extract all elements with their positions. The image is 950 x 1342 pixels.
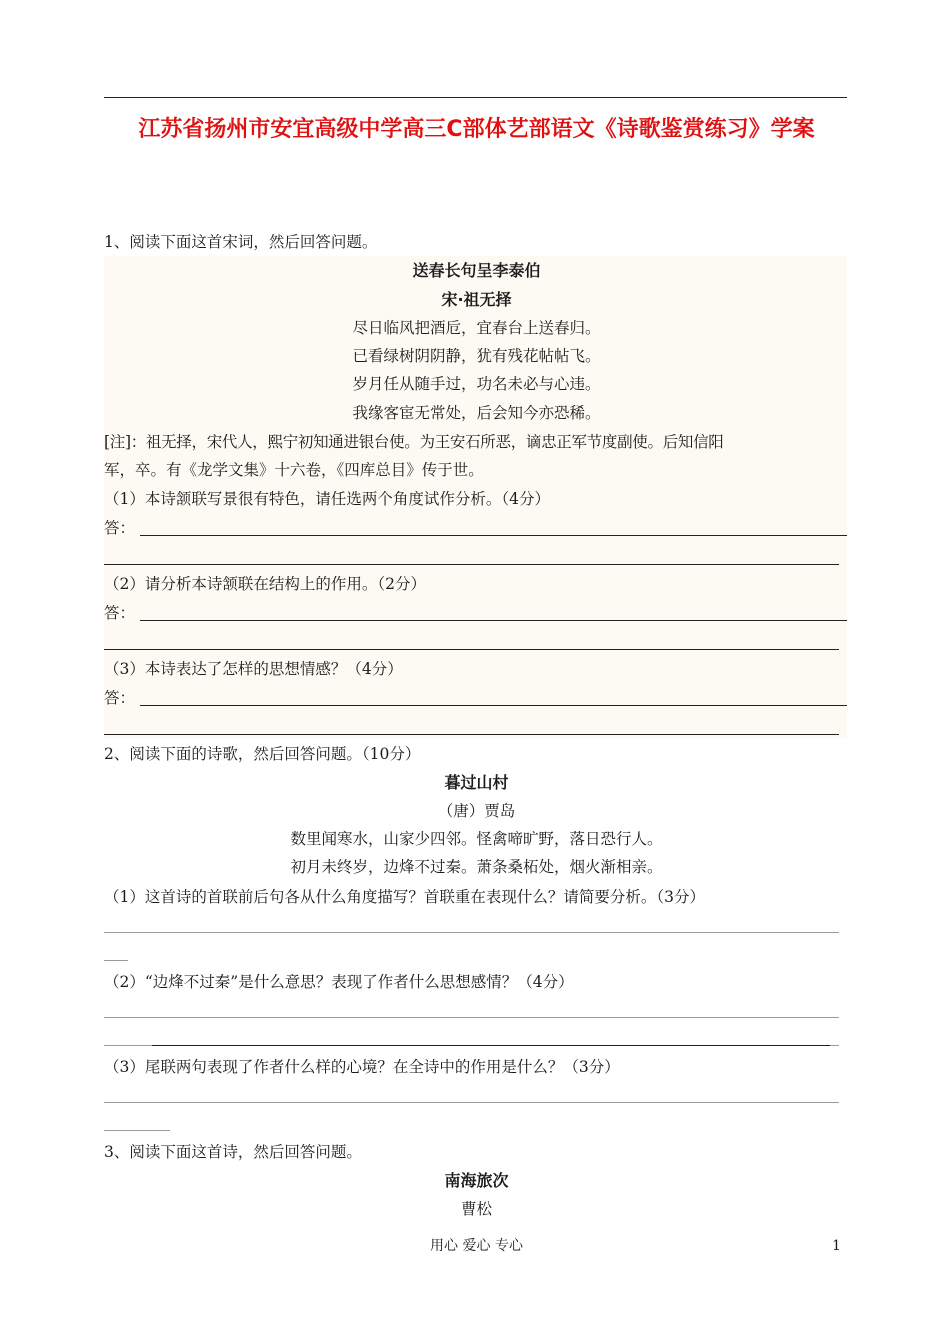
q2-subquestion-1: （1）这首诗的首联前后句各从什么角度描写？首联重在表现什么？请简要分析。（3分） [104, 888, 705, 906]
answer-line[interactable] [104, 1017, 839, 1018]
q1-note-line: [注]：祖无择，宋代人，熙宁初知通进银台使。为王安石所恶，谪忠正军节度副使。后知信阳 [104, 433, 724, 451]
answer-line[interactable] [140, 620, 847, 621]
q2-subquestion-3: （3）尾联两句表现了作者什么样的心境？在全诗中的作用是什么？（3分） [104, 1058, 620, 1076]
footer-motto: 用心 爱心 专心 [430, 1238, 523, 1254]
answer-line[interactable] [104, 1102, 839, 1103]
q1-subquestion-2: （2）请分析本诗颔联在结构上的作用。（2分） [104, 575, 426, 593]
q1-author: 宋·祖无择 [441, 290, 512, 309]
q1-poem-line: 已看绿树阴阴静，犹有残花帖帖飞。 [352, 347, 601, 365]
q2-poem-title: 暮过山村 [444, 773, 509, 792]
q1-poem-title: 送春长句呈李泰伯 [412, 261, 541, 280]
q3-author: 曹松 [460, 1200, 492, 1218]
document-title: 江苏省扬州市安宜高级中学高三C部体艺部语文《诗歌鉴赏练习》学案 [138, 117, 815, 142]
q1-poem-line: 我缘客宦无常处，后会知今亦恐稀。 [352, 404, 601, 422]
answer-line[interactable] [104, 1130, 170, 1131]
q3-poem-title: 南海旅次 [444, 1171, 509, 1190]
q2-author: （唐）贾岛 [437, 802, 516, 820]
answer-line[interactable] [104, 564, 839, 565]
answer-line[interactable] [104, 932, 839, 933]
q1-intro: 1、阅读下面这首宋词，然后回答问题。 [104, 233, 378, 251]
answer-line[interactable] [152, 1045, 830, 1046]
q2-poem-line: 初月未终岁，边烽不过秦。萧条桑柘处，烟火渐相亲。 [290, 858, 663, 876]
answer-line[interactable] [104, 960, 128, 961]
answer-line[interactable] [140, 705, 847, 706]
page-number: 1 [832, 1238, 841, 1254]
q2-poem-line: 数里闻寒水，山家少四邻。怪禽啼旷野，落日恐行人。 [290, 830, 663, 848]
header-rule [104, 97, 847, 98]
answer-label: 答： [104, 519, 136, 537]
answer-label: 答： [104, 689, 136, 707]
q2-subquestion-2: （2）“边烽不过秦”是什么意思？表现了作者什么思想感情？（4分） [104, 973, 574, 991]
q2-intro: 2、阅读下面的诗歌，然后回答问题。（10分） [104, 745, 421, 763]
answer-line[interactable] [140, 535, 847, 536]
answer-line[interactable] [104, 649, 839, 650]
q1-subquestion-1: （1）本诗颔联写景很有特色，请任选两个角度试作分析。（4分） [104, 490, 550, 508]
q1-poem-line: 尽日临风把酒卮，宜春台上送春归。 [352, 319, 601, 337]
q1-note-line: 军，卒。有《龙学文集》十六卷，《四库总目》传于世。 [104, 461, 484, 479]
q1-poem-line: 岁月任从随手过，功名未必与心违。 [352, 375, 601, 393]
answer-label: 答： [104, 604, 136, 622]
answer-line[interactable] [104, 734, 839, 735]
q3-intro: 3、阅读下面这首诗，然后回答问题。 [104, 1143, 362, 1161]
q1-subquestion-3: （3）本诗表达了怎样的思想情感？（4分） [104, 660, 403, 678]
